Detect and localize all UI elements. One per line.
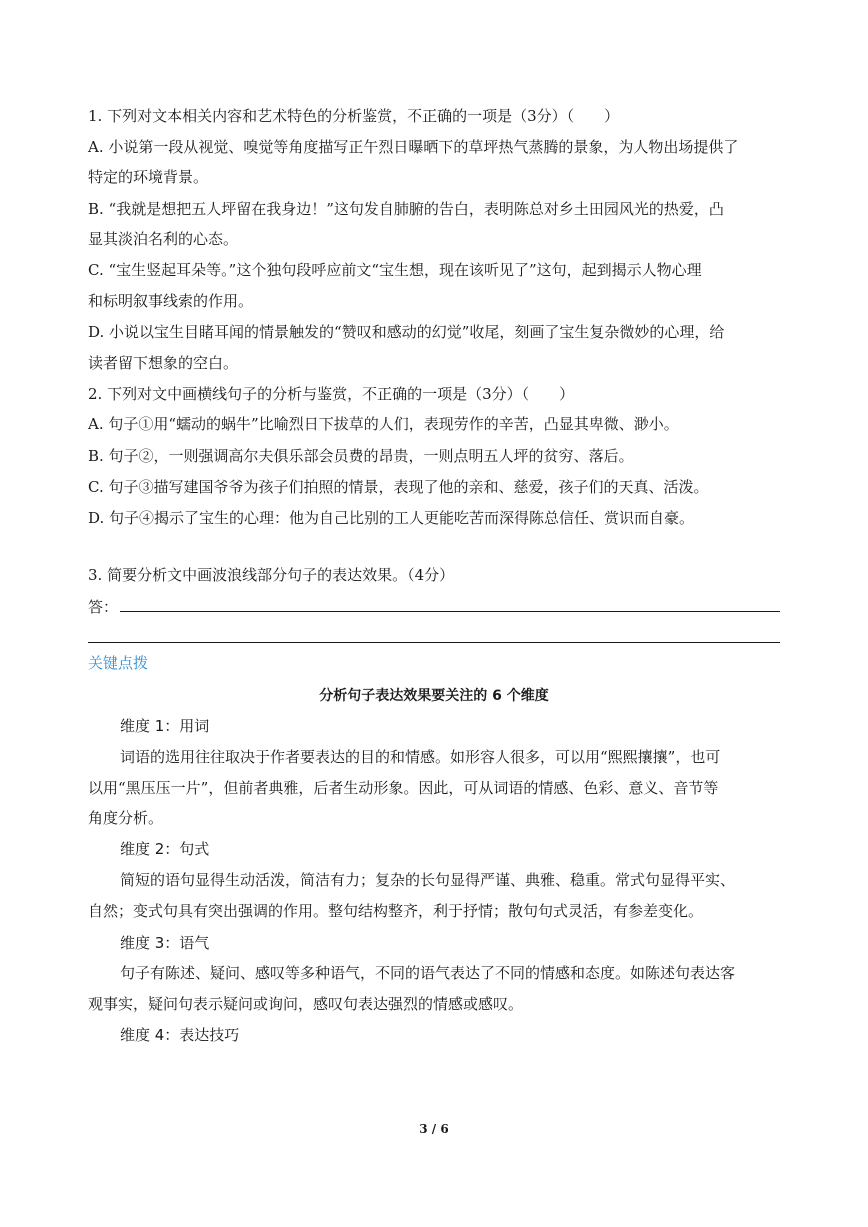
q1-option-b-line2: 显其淡泊名利的心态。 <box>88 230 239 248</box>
dimension-2-title: 维度 2：句式 <box>120 840 210 858</box>
dimension-4-title: 维度 4：表达技巧 <box>120 1026 240 1044</box>
q2-option-d: D. 句子④揭示了宝生的心理：他为自己比别的工人更能吃苦而深得陈总信任、赏识而自豪。 <box>88 509 695 527</box>
dimension-3-title: 维度 3：语气 <box>120 934 210 952</box>
q1-option-a-line2: 特定的环境背景。 <box>88 168 209 186</box>
dimension-2-text-line1: 简短的语句显得生动活泼，简洁有力；复杂的长句显得严谨、典雅、稳重。常式句显得平实、 <box>120 871 736 889</box>
answer-line-1[interactable] <box>120 611 780 612</box>
q2-option-b: B. 句子②，一则强调高尔夫俱乐部会员费的昂贵，一则点明五人坪的贫穷、落后。 <box>88 447 634 465</box>
dimension-3-text-line2: 观事实，疑问句表示疑问或询问，感叹句表达强烈的情感或感叹。 <box>88 995 524 1013</box>
tip-title: 分析句子表达效果要关注的 6 个维度 <box>319 688 549 704</box>
q1-option-d-line1: D. 小说以宝生目睹耳闻的情景触发的“赞叹和感动的幻觉”收尾，刻画了宝生复杂微妙的心理，给 <box>88 323 725 341</box>
dimension-3-text-line1: 句子有陈述、疑问、感叹等多种语气，不同的语气表达了不同的情感和态度。如陈述句表达客 <box>120 964 736 982</box>
tip-label: 关键点拨 <box>88 654 149 672</box>
dimension-1-text-line3: 角度分析。 <box>88 809 164 827</box>
dimension-1-text-line2: 以用“黑压压一片”，但前者典雅，后者生动形象。因此，可从词语的情感、色彩、意义、音节等 <box>88 779 719 797</box>
q1-option-c-line1: C. “宝生竖起耳朵等。”这个独句段呼应前文“宝生想，现在该听见了”这句，起到揭示人物心理 <box>88 261 702 279</box>
dimension-2-text-line2: 自然；变式句具有突出强调的作用。整句结构整齐，利于抒情；散句句式灵活，有参差变化。 <box>88 902 704 920</box>
page-number: 3 / 6 <box>419 1122 449 1136</box>
q2-option-a: A. 句子①用“蠕动的蜗牛”比喻烈日下拔草的人们，表现劳作的辛苦，凸显其卑微、渺小。 <box>88 415 679 433</box>
dimension-1-text-line1: 词语的选用往往取决于作者要表达的目的和情感。如形容人很多，可以用“熙熙攘攘”，也可 <box>120 748 721 766</box>
q2-stem: 2. 下列对文中画横线句子的分析与鉴赏，不正确的一项是（3分）（ ） <box>88 385 575 403</box>
dimension-1-title: 维度 1：用词 <box>120 717 210 735</box>
q2-option-c: C. 句子③描写建国爷爷为孩子们拍照的情景，表现了他的亲和、慈爱，孩子们的天真、活泼。 <box>88 478 709 496</box>
q1-option-b-line1: B. “我就是想把五人坪留在我身边！”这句发自肺腑的告白，表明陈总对乡土田园风光的热爱，凸 <box>88 200 724 218</box>
q1-option-d-line2: 读者留下想象的空白。 <box>88 354 239 372</box>
q1-option-a-line1: A. 小说第一段从视觉、嗅觉等角度描写正午烈日曝晒下的草坪热气蒸腾的景象，为人物出场提供了 <box>88 138 739 156</box>
q1-option-c-line2: 和标明叙事线索的作用。 <box>88 292 254 310</box>
answer-line-2[interactable] <box>88 642 780 643</box>
q1-stem: 1. 下列对文本相关内容和艺术特色的分析鉴赏，不正确的一项是（3分）（ ） <box>88 107 620 125</box>
q3-stem: 3. 简要分析文中画波浪线部分句子的表达效果。（4分） <box>88 566 455 584</box>
q3-answer-label: 答： <box>88 598 119 616</box>
